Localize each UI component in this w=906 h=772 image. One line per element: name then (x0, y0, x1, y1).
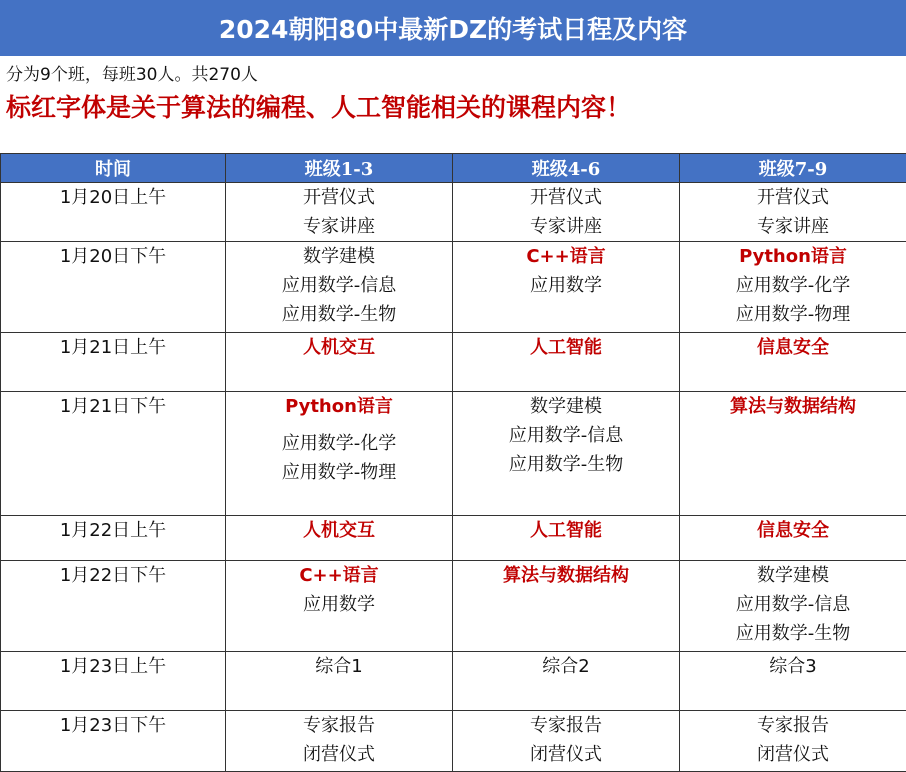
course-cell (226, 561, 453, 652)
course-item: 应用数学 (453, 271, 679, 300)
course-item: 开营仪式 (680, 183, 906, 212)
course-cell (680, 516, 906, 561)
course-item: 专家讲座 (680, 212, 906, 241)
course-item-highlighted: C++语言 (453, 242, 679, 271)
table-row (1, 516, 906, 561)
course-item: 应用数学-信息 (226, 271, 452, 300)
time-cell: 1月20日上午 (1, 183, 226, 242)
course-item: 数学建模 (680, 561, 906, 590)
course-item: 综合1 (226, 652, 452, 681)
course-item: 应用数学-物理 (226, 458, 452, 487)
course-cell (680, 183, 906, 242)
schedule-table (0, 153, 906, 772)
course-item: 专家讲座 (226, 212, 452, 241)
course-cell (453, 652, 680, 711)
course-item-highlighted: 算法与数据结构 (680, 392, 906, 421)
time-cell: 1月20日下午 (1, 242, 226, 333)
course-item: 数学建模 (453, 392, 679, 421)
course-item: 专家报告 (226, 711, 452, 740)
header-class-7-9: 班级7-9 (680, 154, 906, 183)
course-cell (453, 711, 680, 772)
course-item: 应用数学-物理 (680, 300, 906, 329)
course-cell (680, 333, 906, 392)
course-cell (453, 516, 680, 561)
table-row (1, 561, 906, 652)
course-cell (453, 183, 680, 242)
course-item: 应用数学-信息 (453, 421, 679, 450)
table-row (1, 392, 906, 516)
table-row (1, 242, 906, 333)
course-cell (680, 711, 906, 772)
course-cell (453, 242, 680, 333)
course-cell (680, 242, 906, 333)
course-cell (680, 561, 906, 652)
table-row (1, 652, 906, 711)
course-cell (226, 392, 453, 516)
schedule-body (1, 183, 906, 772)
table-header-row (1, 154, 906, 183)
course-cell (453, 392, 680, 516)
course-item: 专家报告 (680, 711, 906, 740)
page-title: 2024朝阳80中最新DZ的考试日程及内容 (0, 0, 906, 56)
course-cell (680, 392, 906, 516)
course-item: 综合2 (453, 652, 679, 681)
course-item-highlighted: 人工智能 (453, 516, 679, 545)
spacer (226, 421, 452, 429)
course-item: 闭营仪式 (226, 740, 452, 769)
time-cell: 1月22日下午 (1, 561, 226, 652)
course-item-highlighted: 算法与数据结构 (453, 561, 679, 590)
course-cell (680, 652, 906, 711)
course-item-highlighted: Python语言 (680, 242, 906, 271)
course-item: 开营仪式 (226, 183, 452, 212)
table-row (1, 333, 906, 392)
course-item-highlighted: 人机交互 (226, 516, 452, 545)
course-cell (226, 711, 453, 772)
time-cell: 1月23日上午 (1, 652, 226, 711)
course-item: 应用数学 (226, 590, 452, 619)
time-cell: 1月21日上午 (1, 333, 226, 392)
course-item-highlighted: 人工智能 (453, 333, 679, 362)
course-item: 应用数学-信息 (680, 590, 906, 619)
course-item: 闭营仪式 (453, 740, 679, 769)
course-cell (226, 652, 453, 711)
course-item: 开营仪式 (453, 183, 679, 212)
course-cell (453, 333, 680, 392)
course-item-highlighted: Python语言 (226, 392, 452, 421)
course-cell (226, 183, 453, 242)
time-cell: 1月22日上午 (1, 516, 226, 561)
course-cell (226, 242, 453, 333)
course-item-highlighted: 信息安全 (680, 333, 906, 362)
course-item: 综合3 (680, 652, 906, 681)
time-cell: 1月23日下午 (1, 711, 226, 772)
course-cell (226, 333, 453, 392)
highlight-notice: 标红字体是关于算法的编程、人工智能相关的课程内容！ (6, 88, 631, 124)
header-time: 时间 (1, 154, 226, 183)
header-class-4-6: 班级4-6 (453, 154, 680, 183)
course-item: 应用数学-化学 (680, 271, 906, 300)
course-item: 闭营仪式 (680, 740, 906, 769)
course-cell (453, 561, 680, 652)
course-item: 专家讲座 (453, 212, 679, 241)
course-cell (226, 516, 453, 561)
header-class-1-3: 班级1-3 (226, 154, 453, 183)
class-summary: 分为9个班，每班30人。共270人 (6, 60, 258, 85)
course-item: 应用数学-生物 (453, 450, 679, 479)
table-row (1, 711, 906, 772)
time-cell: 1月21日下午 (1, 392, 226, 516)
course-item: 应用数学-化学 (226, 429, 452, 458)
course-item-highlighted: 人机交互 (226, 333, 452, 362)
course-item: 应用数学-生物 (226, 300, 452, 329)
table-row (1, 183, 906, 242)
course-item: 数学建模 (226, 242, 452, 271)
course-item: 专家报告 (453, 711, 679, 740)
course-item: 应用数学-生物 (680, 619, 906, 648)
course-item-highlighted: C++语言 (226, 561, 452, 590)
course-item-highlighted: 信息安全 (680, 516, 906, 545)
